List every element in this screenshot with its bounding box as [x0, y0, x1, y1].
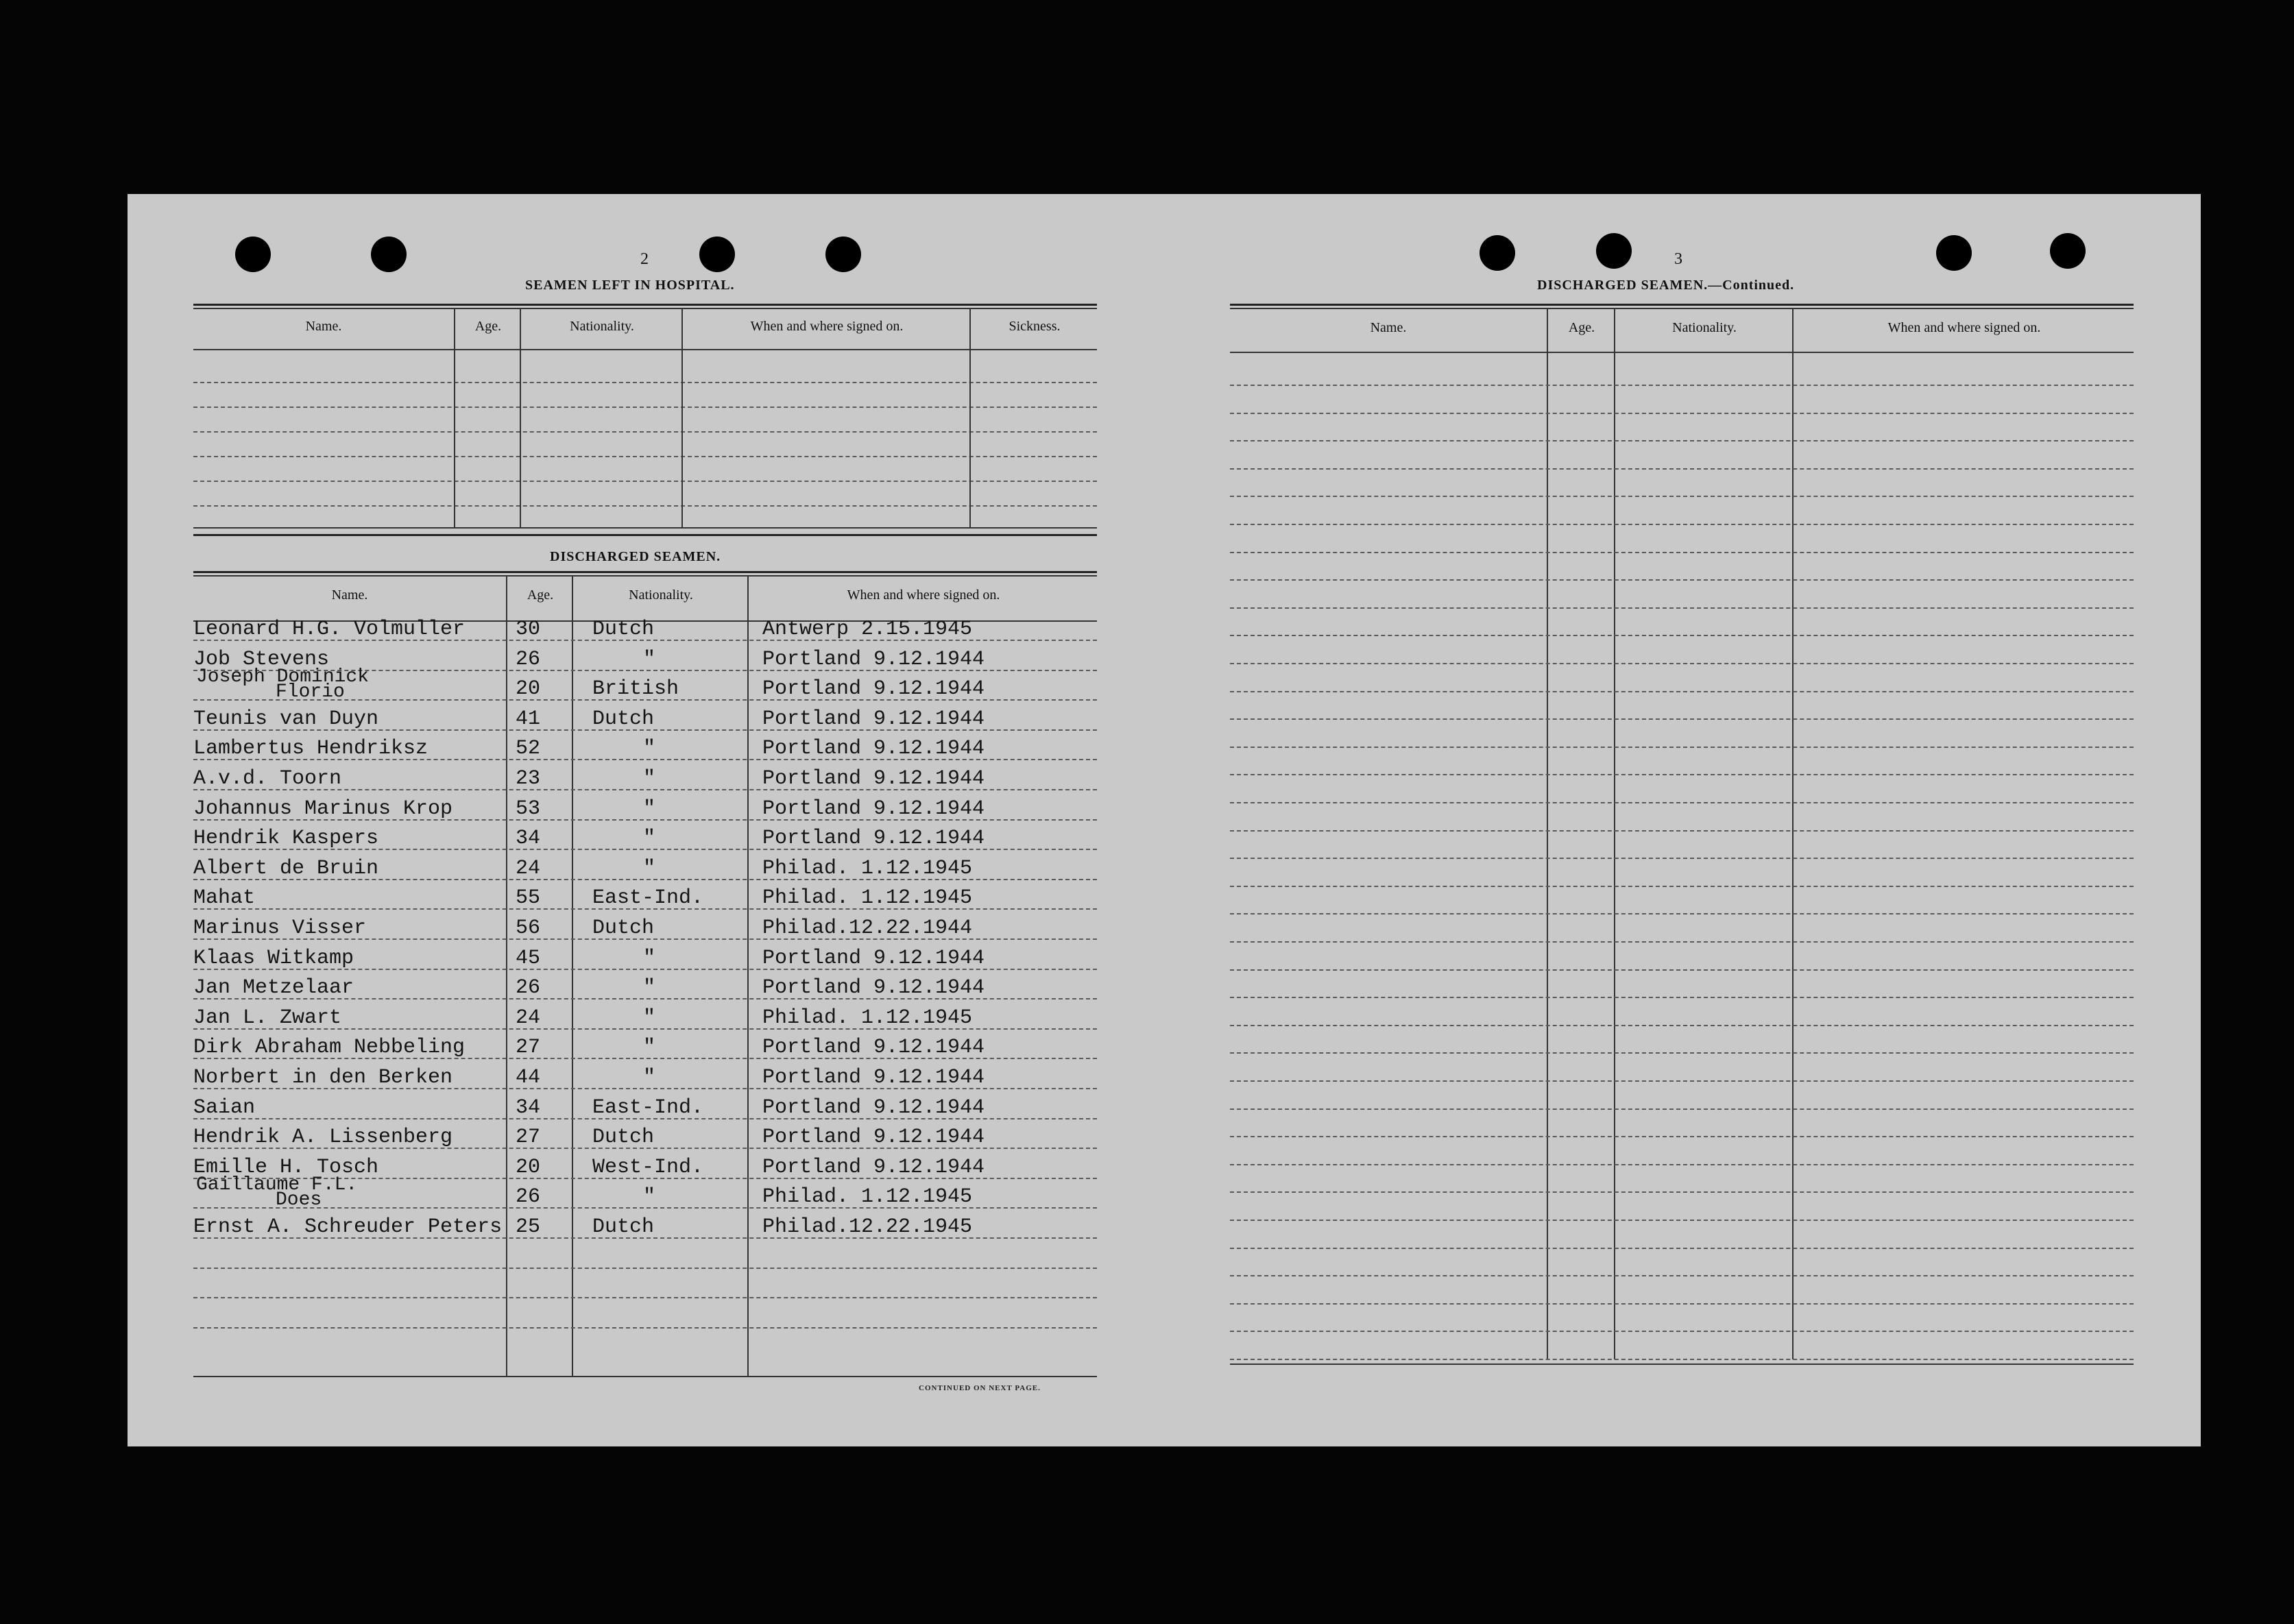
seaman-nationality: East-Ind. [592, 886, 704, 910]
column-header-sickness: Sickness. [1009, 319, 1061, 334]
seaman-name: Leonard H.G. Volmuller [193, 618, 466, 641]
ruled-line [1230, 1359, 2134, 1360]
ruled-line [1230, 1331, 2134, 1332]
seaman-nationality: Dutch [592, 707, 655, 731]
signed-on: Portland 9.12.1944 [762, 737, 985, 760]
seaman-age: 23 [516, 767, 541, 790]
ruled-line [1230, 1303, 2134, 1305]
punch-hole [825, 237, 861, 272]
ruled-line [1230, 1080, 2134, 1082]
signed-on: Portland 9.12.1944 [762, 1036, 985, 1059]
ruled-line [1230, 747, 2134, 748]
seaman-age: 20 [516, 1156, 541, 1179]
ruled-line [1230, 663, 2134, 664]
ruled-line [193, 1297, 1097, 1298]
seaman-name: Jan Metzelaar [193, 976, 354, 999]
ruled-line [1230, 969, 2134, 971]
ruled-line [193, 1327, 1097, 1329]
ruled-line [1230, 1025, 2134, 1026]
column-header-signed-on: When and where signed on. [847, 587, 1000, 603]
seaman-name: Emille H. Tosch [193, 1156, 379, 1179]
seaman-name: Ernst A. Schreuder Peters [193, 1215, 503, 1239]
ruled-line [1230, 496, 2134, 497]
seaman-nationality: British [592, 677, 679, 701]
punch-hole [1596, 233, 1632, 269]
column-header-nationality: Nationality. [1672, 320, 1737, 335]
ruled-line [1230, 1136, 2134, 1137]
continued-note: CONTINUED ON NEXT PAGE. [919, 1384, 1041, 1392]
seaman-age: 45 [516, 947, 541, 970]
seaman-nationality: " [643, 767, 656, 790]
ruled-line [1230, 1191, 2134, 1193]
seaman-name: Mahat [193, 886, 256, 910]
ruled-line [1230, 941, 2134, 943]
ruled-line [1230, 607, 2134, 609]
seaman-age: 53 [516, 797, 541, 821]
ruled-line [1230, 1164, 2134, 1165]
seaman-nationality: " [643, 947, 656, 970]
seaman-name-line2: Florio [276, 681, 345, 703]
ruled-line [1230, 913, 2134, 914]
ruled-line [1230, 774, 2134, 775]
seaman-age: 41 [516, 707, 541, 731]
column-header-name: Name. [1370, 320, 1407, 335]
signed-on: Portland 9.12.1944 [762, 1096, 985, 1119]
signed-on: Portland 9.12.1944 [762, 648, 985, 671]
ruled-line [1230, 1052, 2134, 1054]
right-page [1166, 194, 2201, 1446]
ruled-line [1230, 997, 2134, 998]
column-header-age: Age. [1568, 320, 1595, 335]
punch-hole [371, 237, 407, 272]
seaman-name: Saian [193, 1096, 256, 1119]
column-header-nationality: Nationality. [570, 319, 634, 334]
signed-on: Portland 9.12.1944 [762, 947, 985, 970]
ruled-line [1230, 413, 2134, 414]
ruled-line [1230, 468, 2134, 470]
seaman-age: 34 [516, 1096, 541, 1119]
ruled-line [1230, 691, 2134, 692]
ruled-line [1230, 830, 2134, 832]
signed-on: Philad.12.22.1944 [762, 917, 973, 940]
signed-on: Philad. 1.12.1945 [762, 886, 973, 910]
ruled-line [1230, 524, 2134, 525]
ruled-line [1230, 718, 2134, 720]
column-header-signed-on: When and where signed on. [1887, 320, 2041, 335]
seaman-age: 24 [516, 1006, 541, 1030]
seaman-age: 26 [516, 648, 541, 671]
seaman-name-line2: Does [276, 1189, 322, 1211]
seaman-age: 55 [516, 886, 541, 910]
punch-hole [699, 237, 735, 272]
seaman-name: Dirk Abraham Nebbeling [193, 1036, 466, 1059]
seaman-age: 25 [516, 1215, 541, 1239]
seaman-nationality: " [643, 737, 656, 760]
seaman-age: 26 [516, 976, 541, 999]
seaman-nationality: Dutch [592, 917, 655, 940]
discharged-section-title: DISCHARGED SEAMEN. [550, 549, 721, 564]
signed-on: Philad. 1.12.1945 [762, 857, 973, 880]
seaman-name: Albert de Bruin [193, 857, 379, 880]
seaman-name: Job Stevens [193, 648, 330, 671]
ruled-line [1230, 385, 2134, 386]
seaman-age: 26 [516, 1185, 541, 1209]
ruled-line [1230, 440, 2134, 441]
seaman-age: 27 [516, 1126, 541, 1149]
punch-hole [1480, 235, 1515, 271]
column-header-signed-on: When and where signed on. [750, 319, 904, 334]
column-header-nationality: Nationality. [629, 587, 693, 603]
seaman-name: Norbert in den Berken [193, 1066, 453, 1089]
signed-on: Philad. 1.12.1945 [762, 1185, 973, 1209]
ruled-line [1230, 1248, 2134, 1249]
seaman-age: 24 [516, 857, 541, 880]
page-number: 2 [640, 250, 649, 268]
column-header-name: Name. [331, 587, 368, 603]
punch-hole [2050, 233, 2086, 269]
column-header-name: Name. [305, 319, 342, 334]
punch-hole [235, 237, 271, 272]
signed-on: Antwerp 2.15.1945 [762, 618, 973, 641]
ruled-line [1230, 1108, 2134, 1110]
page-number: 3 [1674, 250, 1682, 268]
ruled-line [1230, 802, 2134, 803]
seaman-name: Johannus Marinus Krop [193, 797, 453, 821]
left-page [128, 194, 1166, 1446]
seaman-nationality: " [643, 857, 656, 880]
seaman-nationality: " [643, 1066, 656, 1089]
seaman-name: Joseph Dominick [196, 666, 370, 688]
signed-on: Portland 9.12.1944 [762, 767, 985, 790]
seaman-nationality: " [643, 1185, 656, 1209]
ruled-line [1230, 1220, 2134, 1221]
ruled-line [1230, 858, 2134, 859]
continued-table [1230, 304, 2134, 1229]
signed-on: Portland 9.12.1944 [762, 976, 985, 999]
seaman-nationality: " [643, 1036, 656, 1059]
ruled-line [1230, 552, 2134, 553]
seaman-nationality: East-Ind. [592, 1096, 704, 1119]
seaman-name: Klaas Witkamp [193, 947, 354, 970]
seaman-name: Marinus Visser [193, 917, 367, 940]
ruled-line [193, 1268, 1097, 1269]
seaman-name: Gaillaume F.L. [196, 1174, 358, 1196]
seaman-nationality: " [643, 797, 656, 821]
seaman-age: 27 [516, 1036, 541, 1059]
seaman-age: 34 [516, 827, 541, 850]
signed-on: Philad. 1.12.1945 [762, 1006, 973, 1030]
seaman-name: Lambertus Hendriksz [193, 737, 428, 760]
signed-on: Philad.12.22.1945 [762, 1215, 973, 1239]
signed-on: Portland 9.12.1944 [762, 707, 985, 731]
seaman-age: 56 [516, 917, 541, 940]
seaman-name: Hendrik A. Lissenberg [193, 1126, 453, 1149]
signed-on: Portland 9.12.1944 [762, 797, 985, 821]
column-header-age: Age. [474, 319, 502, 334]
ruled-line [1230, 635, 2134, 636]
seaman-nationality: " [643, 648, 656, 671]
seaman-age: 52 [516, 737, 541, 760]
seaman-nationality: Dutch [592, 618, 655, 641]
seaman-age: 44 [516, 1066, 541, 1089]
signed-on: Portland 9.12.1944 [762, 677, 985, 701]
column-header-age: Age. [527, 587, 554, 603]
seaman-nationality: " [643, 827, 656, 850]
seaman-nationality: " [643, 1006, 656, 1030]
seaman-nationality: Dutch [592, 1126, 655, 1149]
ruled-line [1230, 886, 2134, 887]
seaman-name: A.v.d. Toorn [193, 767, 342, 790]
continued-section-title: DISCHARGED SEAMEN.—Continued. [1537, 278, 1795, 293]
signed-on: Portland 9.12.1944 [762, 827, 985, 850]
ruled-line [1230, 579, 2134, 581]
signed-on: Portland 9.12.1944 [762, 1066, 985, 1089]
punch-hole [1936, 235, 1972, 271]
seaman-age: 30 [516, 618, 541, 641]
hospital-section-title: SEAMEN LEFT IN HOSPITAL. [525, 278, 735, 293]
signed-on: Portland 9.12.1944 [762, 1126, 985, 1149]
signed-on: Portland 9.12.1944 [762, 1156, 985, 1179]
seaman-name: Hendrik Kaspers [193, 827, 379, 850]
seaman-name: Teunis van Duyn [193, 707, 379, 731]
seaman-nationality: " [643, 976, 656, 999]
seaman-nationality: Dutch [592, 1215, 655, 1239]
seaman-age: 20 [516, 677, 541, 701]
ruled-line [1230, 1275, 2134, 1276]
seaman-name: Jan L. Zwart [193, 1006, 342, 1030]
discharged-table [193, 571, 1097, 1380]
seaman-nationality: West-Ind. [592, 1156, 704, 1179]
